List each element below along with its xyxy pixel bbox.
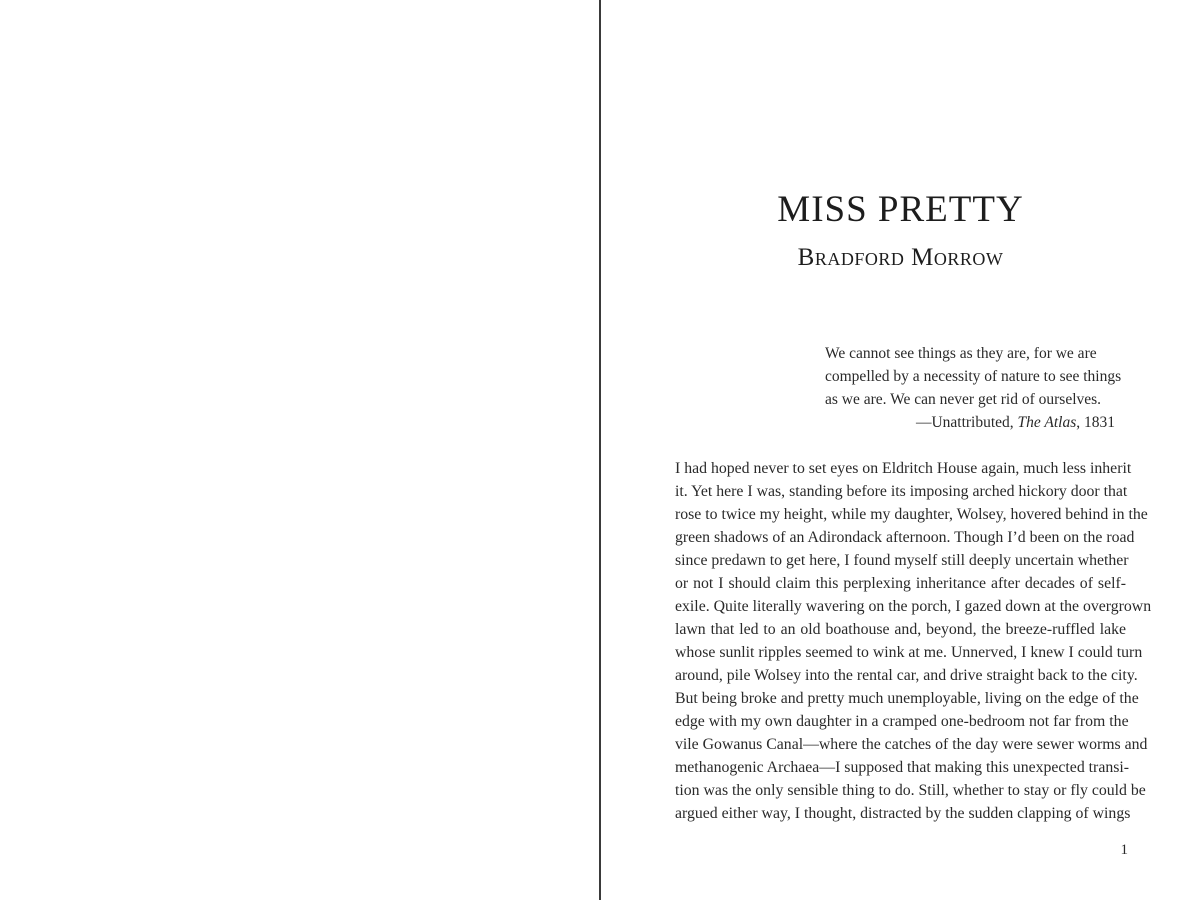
epigraph-attribution (825, 411, 1115, 434)
body-line: since predawn to get here, I found myself still deeply uncertain whether (675, 552, 1129, 569)
body-line: edge with my own daughter in a cramped one-bedroom not far from the (675, 713, 1129, 730)
epigraph (825, 342, 1122, 434)
body-line: rose to twice my height, while my daughter, Wolsey, hovered behind in the (675, 506, 1148, 523)
author-name: Bradford Morrow (797, 244, 1004, 271)
body-line: or not I should claim this perplexing inheritance after decades of self- (675, 575, 1126, 592)
body-line: argued either way, I thought, distracted by the sudden clapping of wings (675, 805, 1131, 822)
attribution-prefix: —Unattributed, (915, 414, 1018, 431)
attribution-year: , 1831 (1076, 414, 1115, 431)
body-line: tion was the only sensible thing to do. Still, whether to stay or fly could be (675, 782, 1146, 799)
body-line: green shadows of an Adirondack afternoon. Though I’d been on the road (675, 529, 1135, 546)
body-line: methanogenic Archaea—I supposed that making this unexpected transi- (675, 759, 1130, 776)
body-line: I had hoped never to set eyes on Eldritch House again, much less inherit (675, 460, 1132, 477)
body-paragraph (675, 457, 1152, 825)
body-line: whose sunlit ripples seemed to wink at me. Unnerved, I knew I could turn (675, 644, 1143, 661)
attribution-work-title: The Atlas (1017, 414, 1077, 431)
body-line: But being broke and pretty much unemployable, living on the edge of the (675, 690, 1139, 707)
body-line: exile. Quite literally wavering on the porch, I gazed down at the overgrown (675, 598, 1152, 615)
story-title: MISS PRETTY (777, 189, 1024, 230)
body-line: vile Gowanus Canal—where the catches of the day were sewer worms and (675, 736, 1148, 753)
page-number: 1 (1120, 842, 1128, 858)
right-page (601, 0, 1200, 900)
epigraph-line: as we are. We can never get rid of ourselves. (825, 391, 1102, 408)
body-line: around, pile Wolsey into the rental car, and drive straight back to the city. (675, 667, 1138, 684)
body-line: it. Yet here I was, standing before its imposing arched hickory door that (675, 483, 1128, 500)
epigraph-line: We cannot see things as they are, for we are (825, 345, 1097, 362)
epigraph-line: compelled by a necessity of nature to see things (825, 368, 1122, 385)
body-line: lawn that led to an old boathouse and, beyond, the breeze-ruffled lake (675, 621, 1126, 638)
